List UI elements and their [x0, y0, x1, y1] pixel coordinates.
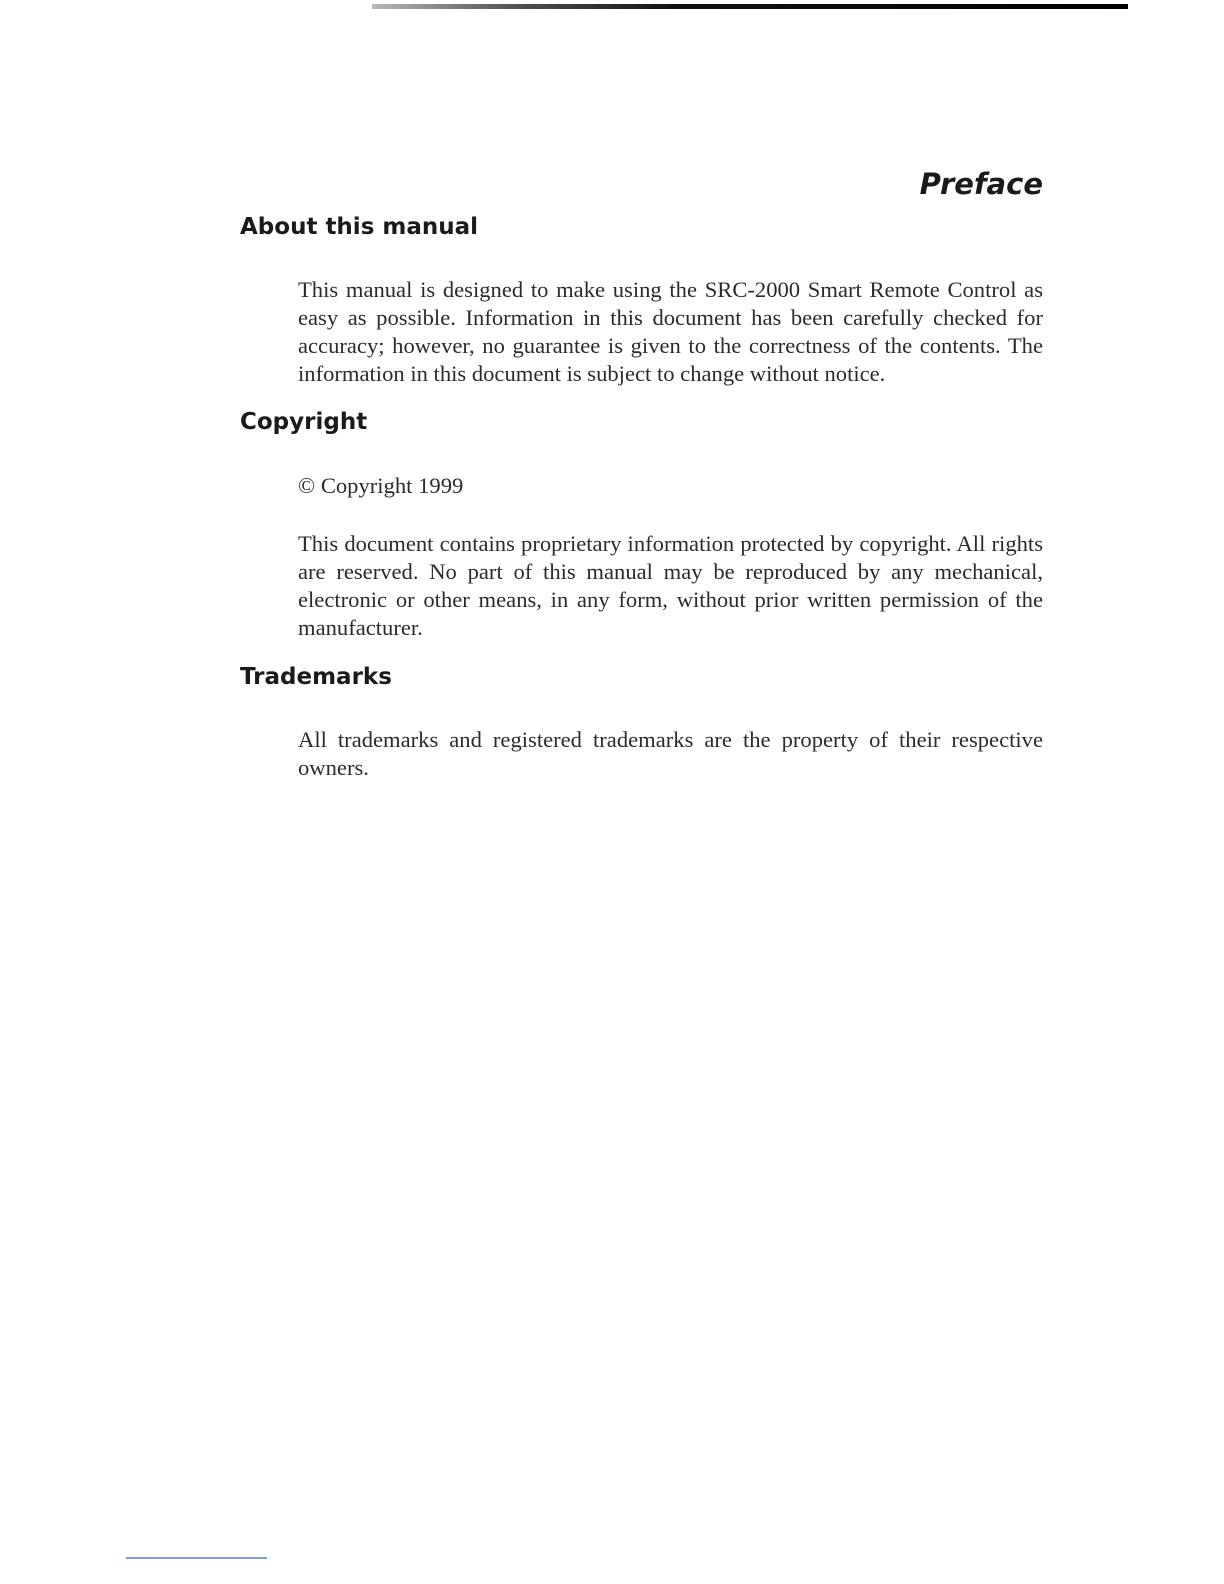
about-paragraph: This manual is designed to make using the SRC-2000 Smart Remote Control as easy as possible. Information in this document has been carefully checked for accuracy; however, no guarantee is given to the correctness of the contents. The information in this document is subject to change without notice. [298, 277, 1043, 386]
copyright-heading: Copyright [240, 409, 368, 435]
chapter-title: Preface [919, 167, 1043, 201]
trademarks-heading: Trademarks [240, 664, 392, 690]
trademarks-paragraph: All trademarks and registered trademarks are the property of their respective owners. [298, 727, 1043, 780]
header-rule [372, 4, 1128, 9]
footer-rule [126, 1557, 267, 1559]
about-heading: About this manual [240, 214, 479, 240]
copyright-notice: © Copyright 1999 [298, 473, 464, 498]
copyright-paragraph: This document contains proprietary information protected by copyright. All rights are reserved. No part of this manual may be reproduced by any mechanical, electronic or other means, in any form, without prior written permission of the manufacturer. [298, 531, 1043, 640]
